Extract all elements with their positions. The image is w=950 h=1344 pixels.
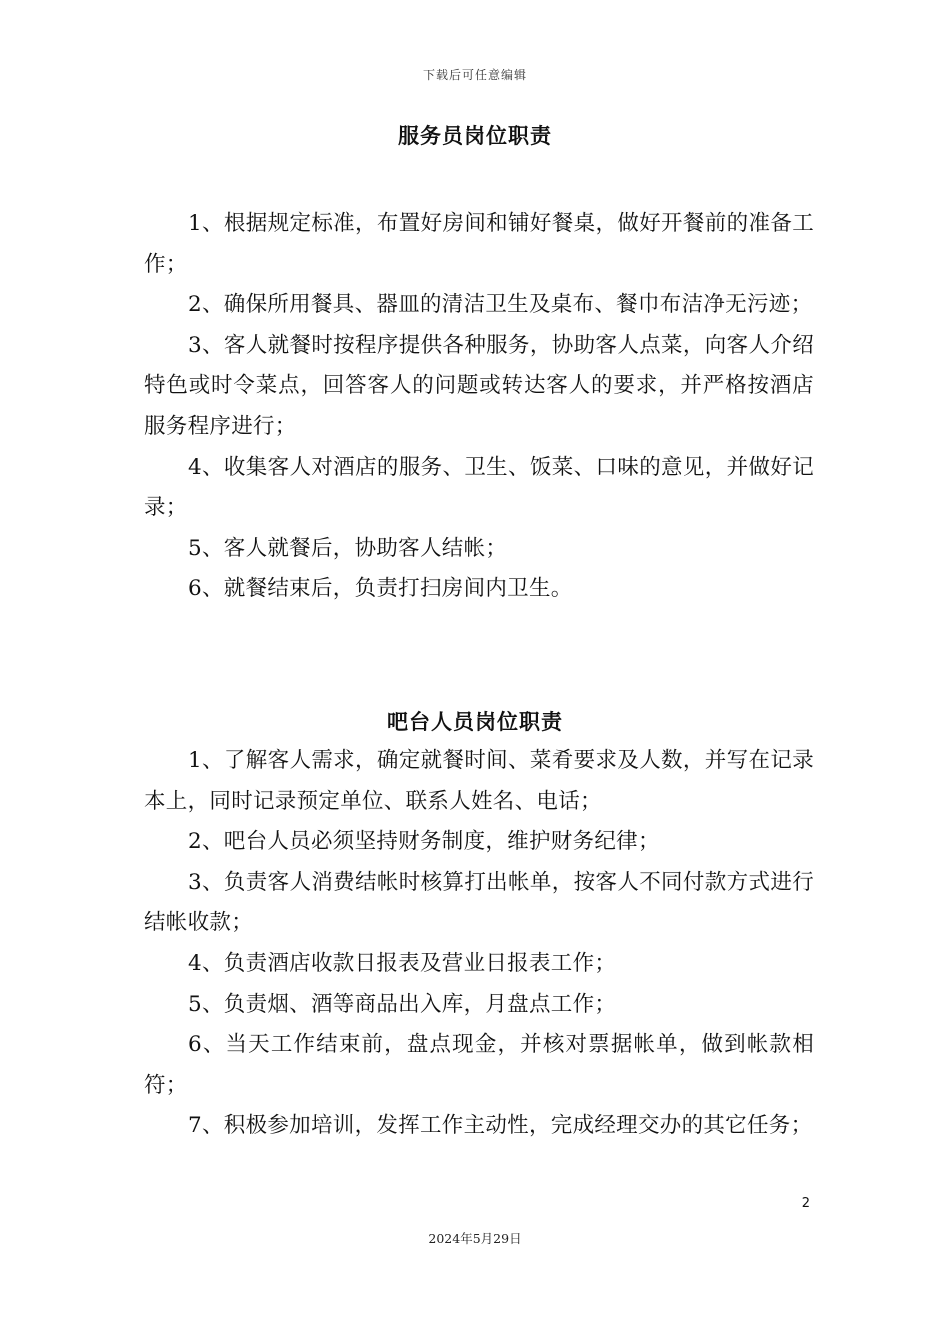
header-note: 下载后可任意编辑 [422, 68, 527, 82]
footer-date: 2024年5月29日 [428, 1231, 522, 1246]
list-item: 3、客人就餐时按程序提供各种服务，协助客人点菜，向客人介绍特色或时令菜点，回答客人的问题或转达客人的要求，并严格按酒店服务程序进行； [144, 332, 814, 439]
section-title-waiter: 服务员岗位职责 [398, 124, 552, 148]
page-number: 2 [801, 1196, 810, 1211]
list-item: 5、客人就餐后，协助客人结帐； [188, 535, 508, 561]
list-item: 6、就餐结束后，负责打扫房间内卫生。 [188, 576, 573, 602]
list-item: 5、负责烟、酒等商品出入库，月盘点工作； [188, 991, 617, 1017]
list-item: 2、吧台人员必须坚持财务制度，维护财务纪律； [188, 829, 660, 855]
waiter-duties-list [144, 204, 814, 610]
list-item: 1、根据规定标准，布置好房间和铺好餐桌，做好开餐前的准备工作； [144, 211, 814, 277]
bar-staff-duties-list [144, 741, 814, 1147]
list-item: 1、了解客人需求，确定就餐时间、菜肴要求及人数，并写在记录本上，同时记录预定单位、联系人姓名、电话； [144, 748, 814, 814]
list-item: 4、负责酒店收款日报表及营业日报表工作； [188, 950, 617, 976]
list-item: 2、确保所用餐具、器皿的清洁卫生及桌布、餐巾布洁净无污迹； [188, 292, 813, 318]
list-item: 3、负责客人消费结帐时核算打出帐单，按客人不同付款方式进行结帐收款； [144, 869, 814, 936]
section-title-bar-staff: 吧台人员岗位职责 [387, 710, 563, 734]
list-item: 7、积极参加培训，发挥工作主动性，完成经理交办的其它任务； [188, 1113, 813, 1139]
list-item: 4、收集客人对酒店的服务、卫生、饭菜、口味的意见，并做好记录； [144, 454, 814, 521]
list-item: 6、当天工作结束前，盘点现金，并核对票据帐单，做到帐款相符； [144, 1032, 814, 1098]
